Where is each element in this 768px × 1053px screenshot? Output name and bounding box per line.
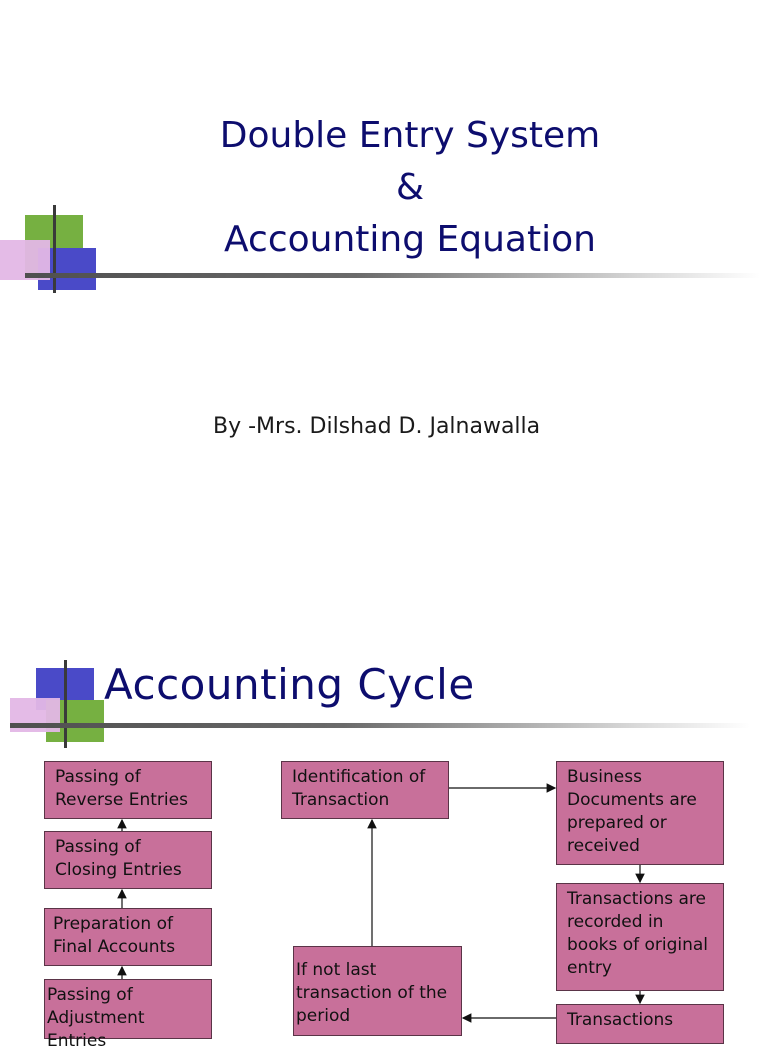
box-recorded: Transactions are recorded in books of original entry [556, 883, 724, 991]
box-transactions-partial: Transactions [556, 1004, 724, 1044]
box-not-last-transaction: If not last transaction of the period [293, 946, 462, 1036]
box-business-documents: Business Documents are prepared or received [556, 761, 724, 865]
author-line: By -Mrs. Dilshad D. Jalnawalla [213, 414, 541, 439]
box-closing-entries: Passing of Closing Entries [44, 831, 212, 889]
box-final-accounts: Preparation of Final Accounts [44, 908, 212, 966]
title-line-2: & [395, 167, 425, 208]
title-line-1: Double Entry System [219, 115, 601, 156]
box-identification: Identification of Transaction [281, 761, 449, 819]
title-line-3: Accounting Equation [224, 219, 596, 260]
cycle-title: Accounting Cycle [104, 660, 475, 709]
box-adjustment-entries: Passing of Adjustment Entries [44, 979, 212, 1039]
box-reverse-entries: Passing of Reverse Entries [44, 761, 212, 819]
